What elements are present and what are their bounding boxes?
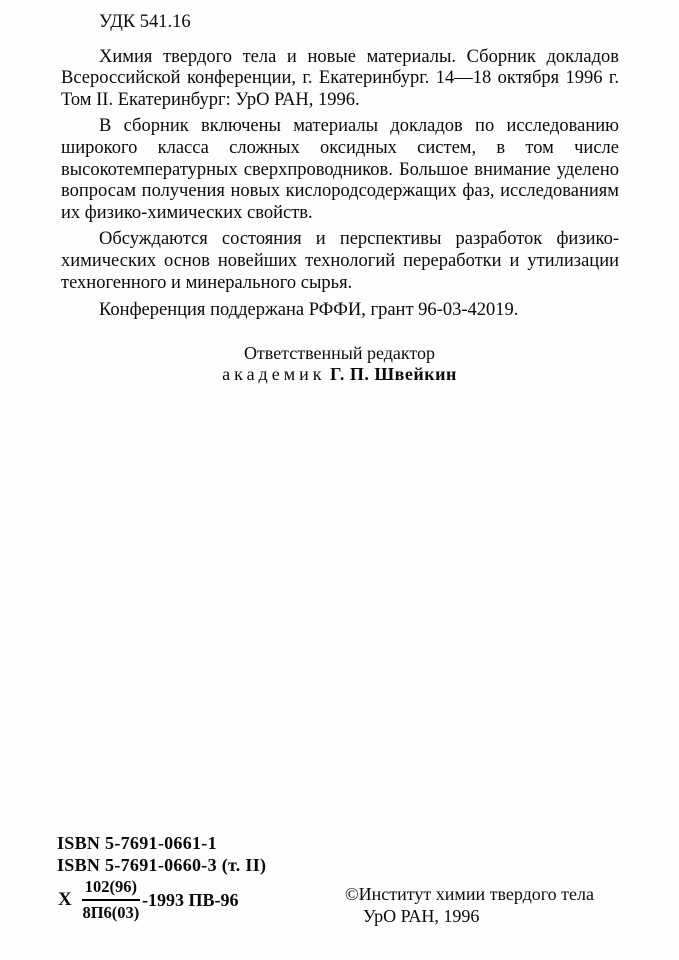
abstract-paragraph-1: В сборник включены материалы докладов по исследованию широкого класса сложных оксидных систем, в том числе высокотемпературных сверхпроводников. Большое внимание уделено вопросам получения новых кислородсодержащих фаз, исследованиям их физико-химических свойств. xyxy=(61,116,619,223)
catalog-numerator: 102(96) xyxy=(82,877,140,901)
isbn-series: ISBN 5-7691-0660-3 (т. II) xyxy=(57,854,267,875)
editor-name-line xyxy=(0,364,679,385)
catalog-letter: Х xyxy=(58,889,72,910)
catalog-index xyxy=(58,877,238,923)
abstract-paragraph-2: Обсуждаются состояния и перспективы разработок физико-химических основ новейших технологий переработки и утилизации техногенного и минерального сырья. xyxy=(61,229,619,293)
editor-rank: академик xyxy=(222,364,326,384)
copyright-line1: ©Институт химии твердого тела xyxy=(345,884,595,904)
copyright-block xyxy=(345,884,594,927)
editor-title: Ответственный редактор xyxy=(243,343,436,363)
udc-number: УДК 541.16 xyxy=(99,12,191,32)
copyright-line2: УрО РАН, 1996 xyxy=(363,905,480,926)
catalog-suffix: -1993 ПВ-96 xyxy=(141,889,239,910)
bibliographic-description: Химия твердого тела и новые материалы. Сборник докладов Всероссийской конференции, г. Екатеринбург. 14—18 октября 1996 г. Том II. Екатеринбург: УрО РАН, 1996. xyxy=(61,46,619,110)
isbn-block xyxy=(57,833,266,876)
grant-note: Конференция поддержана РФФИ, грант 96-03-42019. xyxy=(99,300,519,321)
bibliographic-block xyxy=(61,12,619,327)
isbn-volume: ISBN 5-7691-0661-1 xyxy=(57,833,217,853)
catalog-fraction xyxy=(82,877,140,923)
catalog-denominator: 8П6(03) xyxy=(82,903,140,922)
editor-name: Г. П. Швейкин xyxy=(329,364,457,384)
editor-block xyxy=(0,343,679,385)
